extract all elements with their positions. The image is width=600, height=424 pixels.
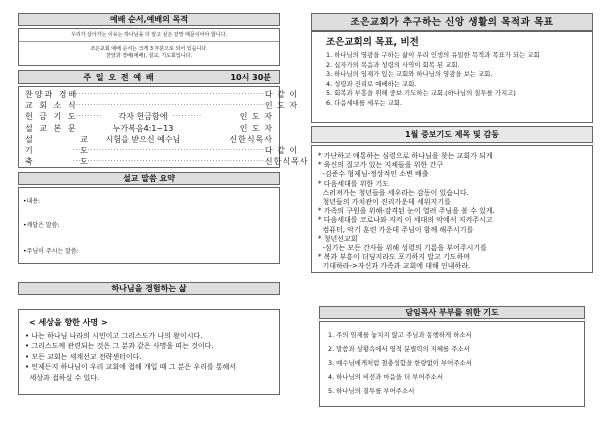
order-dots: ·································································· <box>73 158 265 166</box>
world-mission-box <box>18 309 280 395</box>
sermon-field-content: •내용: <box>23 198 41 205</box>
order-title: 헌 금 기 도 <box>25 112 78 122</box>
service-title-bar <box>18 70 280 84</box>
order-row <box>25 89 299 100</box>
goal-box <box>311 31 593 123</box>
purpose-sub1: 조은교회 예배 순서는 크게 3 부분으로 되어 있습니다. <box>90 46 208 52</box>
goal-item: 2. 십자가의 복음과 성령의 사역이 회복 된 교회. <box>326 60 460 69</box>
prayer-line: 기대하라->자신과 가족과 교회에 대해 인내하라. <box>318 262 471 271</box>
order-row <box>25 123 273 134</box>
goal-item: 4. 성령과 진리로 예배하는 교회. <box>326 79 417 88</box>
order-person: 다 같 이 <box>264 90 299 100</box>
prayer-line: -김준수 형제님-정상적인 소변 배출 <box>318 170 429 179</box>
prayer-line: * 청년선교회 <box>318 234 358 243</box>
service-time: 10시 30분 <box>230 73 271 82</box>
pastor-prayer-header: 담임목사 부부를 위한 기도 <box>319 306 585 319</box>
prayer-line: 청년들의 가치관이 진리가운데 세워지기를 <box>318 198 451 207</box>
sermon-summary-header: 설교 말씀 요약 <box>18 172 280 185</box>
order-row <box>25 100 299 111</box>
world-mission-item: • 언제든지 하나님이 우리 교회에 접해 개입 때 그 분은 우리를 통해서 <box>25 363 237 371</box>
sermon-summary-box <box>18 187 280 264</box>
world-mission-title: < 세상을 향한 사명 > <box>29 318 108 327</box>
purpose-sub2: 찬양과 경배(예배), 설교, 기도회입니다. <box>106 53 192 59</box>
order-title: 설 교 본 문 <box>25 123 78 133</box>
order-title: 교 회 소 식 <box>25 101 78 111</box>
purpose-line: 우리가 살아가는 이유는 하나님을 더 알고 싶은 갈망 때문이어야 합니다. <box>19 32 279 42</box>
prayer-line: 스러져가는 청년들을 세우라는 감동이 있습니다. <box>318 188 469 197</box>
world-mission-item: 세상과 접하실 수 있다. <box>25 373 100 382</box>
order-person: 인 도 자 <box>239 123 273 133</box>
prayer-line: * 가족의 구원을 위해-감격된 눈이 열려 주님을 볼 수 있게. <box>318 207 495 216</box>
order-center: 각자 헌금함에 <box>118 112 168 122</box>
pastor-prayer-item: 1. 주의 임재를 놓치지 않고 주님과 동행하게 하소서 <box>328 331 472 339</box>
order-person: 다 같 이 <box>264 146 299 156</box>
goal-header: 조은교회가 추구하는 신앙 생활의 목적과 목표 <box>311 13 593 31</box>
prayer-box <box>311 145 593 273</box>
experience-header: 하나님을 경험하는 삶 <box>18 282 280 295</box>
pastor-prayer-item: 4. 하나님의 비전과 마음을 더 부어주소서 <box>328 373 444 381</box>
pastor-prayer-item: 3. 예수님에게처럼 철충성함을 한량없이 부어주소서 <box>328 359 472 367</box>
order-title: 축 도 <box>25 157 90 167</box>
goal-item: 5. 회복과 부흥을 위해 중보 기도하는 교회.(하나님의 질투를 가지고) <box>326 89 516 98</box>
prayer-line: * 다음세대를 위한 기도 <box>318 179 390 188</box>
worship-order-list <box>18 86 309 168</box>
prayer-header: 1월 중보기도 제목 및 감동 <box>311 126 593 143</box>
order-center: 시험을 받으신 예수님 <box>105 134 181 144</box>
world-mission-item: • 나는 하나님 나라의 시민이고 그리스도가 나의 왕이시다. <box>25 331 203 340</box>
order-title: 설 교 <box>25 134 90 144</box>
order-row <box>25 145 299 156</box>
order-dots: ·································································· <box>73 91 265 99</box>
order-dots: ·········· <box>73 113 103 121</box>
order-dots: ·································································· <box>73 147 265 155</box>
goal-item: 3. 하나님의 임재가 있는 교회와 하나님의 영광을 보는 교회. <box>326 70 493 79</box>
sermon-field-realized: •깨달은 말씀: <box>23 222 60 229</box>
goal-item: 6. 다음세대를 세우는 교회. <box>326 98 402 107</box>
prayer-line: * 복과 부흥이 더딩지라도 포기하지 말고 기도하며 <box>318 253 471 262</box>
pastor-prayer-box <box>319 321 585 407</box>
order-person: 신한식목사 <box>229 134 273 144</box>
order-person: 신한식목사 <box>264 157 309 167</box>
order-center: 누가복음4:1~13 <box>112 123 174 133</box>
worship-purpose-box <box>18 28 280 66</box>
pastor-prayer-item: 2. 말씀과 상황속에서 영적 분별력의 지혜를 주소서 <box>328 345 470 353</box>
worship-order-header: 예배 순서,예배의 목적 <box>18 13 280 26</box>
pastor-prayer-item: 5. 하나님의 질투를 부어주소서 <box>328 387 415 395</box>
prayer-line: -섬기는 모든 간사들 위해 성령의 기름을 부어주시기를 <box>318 244 487 253</box>
prayer-line: * 가난하고 애통하는 심령으로 하나님을 찾는 교회가 되게 <box>318 152 493 160</box>
goal-item: 1. 하나님의 영광을 구하는 삶이 우리 인생의 유일한 목적과 목표가 되는 교회 <box>326 51 540 59</box>
world-mission-item: • 그리스도께 관련되는 것은 그 분과 같은 사명을 띠는 것이다. <box>25 342 214 350</box>
order-person: 인 도 자 <box>264 101 299 111</box>
order-title: 기 도 <box>25 146 90 156</box>
sermon-field-word: •주님이 주시는 말씀: <box>23 248 79 255</box>
order-person: 인 도 자 <box>239 112 273 122</box>
service-title: 주 일 오 전 예 배 <box>83 73 155 82</box>
order-row <box>25 134 273 145</box>
order-row <box>25 156 309 167</box>
prayer-line: * 육신의 질고가 있는 지체들을 위한 간구 <box>318 161 444 170</box>
prayer-line: 컴퓨터, 악기 훈련 가운데 주님이 함께 해주시기를 <box>318 225 474 234</box>
order-row <box>25 111 273 122</box>
goal-subtitle: 조은교회의 목표, 비전 <box>326 37 419 48</box>
order-title: 찬양과 경배 <box>25 90 79 100</box>
order-dots: ·································································· <box>73 102 265 110</box>
world-mission-item: • 모든 교회는 세계선교 전략센터이다. <box>25 352 142 361</box>
order-dots: ·········· <box>173 113 203 121</box>
prayer-line: * 다음세대를 코로나와 지켜 이 세대의 악에서 지켜주시고 <box>318 216 493 225</box>
